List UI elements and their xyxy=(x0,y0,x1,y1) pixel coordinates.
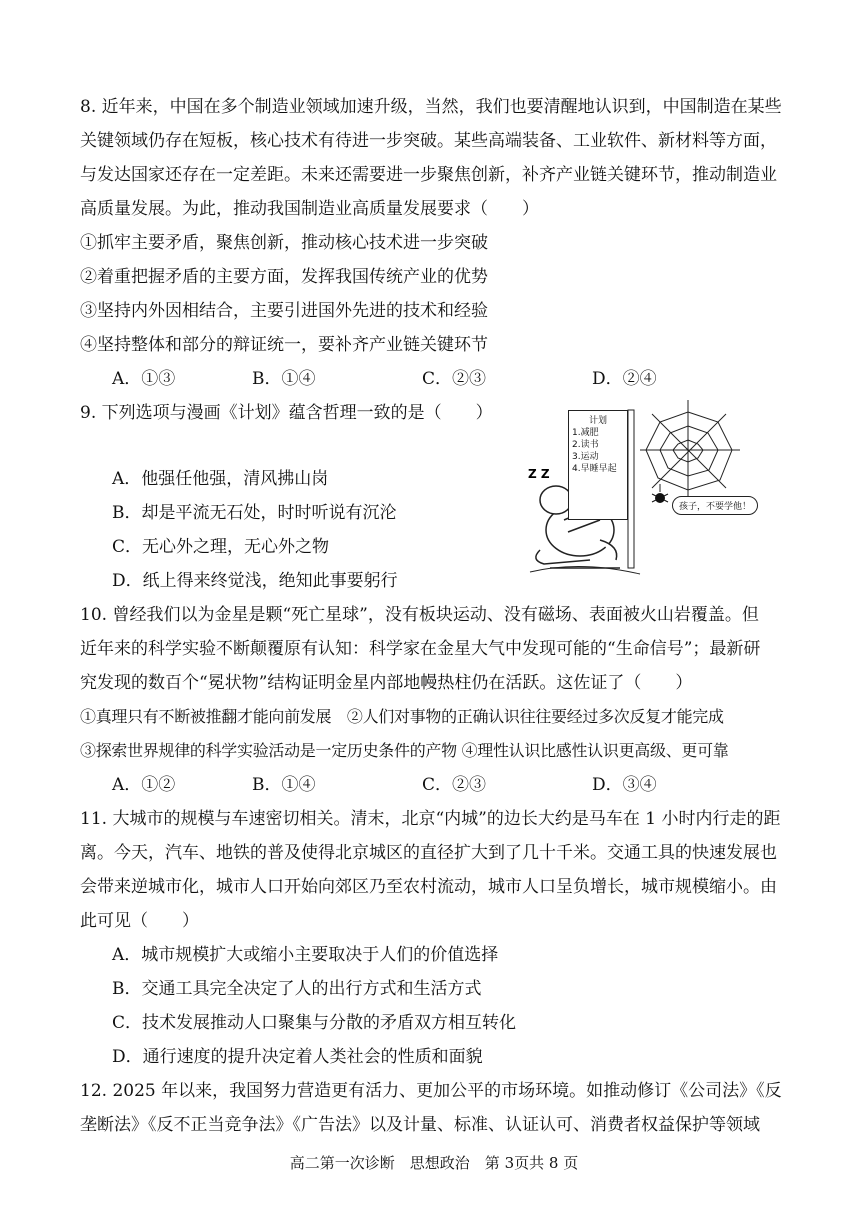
q10-option-d[interactable]: D．③④ xyxy=(592,775,657,795)
q11-stem-line-4: 此可见（ ） xyxy=(80,911,199,931)
spider-icon xyxy=(652,484,668,503)
q10-stem-line-1: 10. 曾经我们以为金星是颗“死亡星球”，没有板块运动、没有磁场、表面被火山岩覆盖。但 xyxy=(80,605,759,625)
page-footer: 高二第一次诊断 思想政治 第 3页共 8 页 xyxy=(289,1154,579,1172)
q11-stem-line-1: 11. 大城市的规模与车速密切相关。清末，北京“内城”的边长大约是马车在 1 小时内行走的距 xyxy=(80,809,781,829)
q10-option-a[interactable]: A．①② xyxy=(112,775,176,795)
q11-option-d[interactable]: D．通行速度的提升决定着人类社会的性质和面貌 xyxy=(112,1047,483,1067)
plan-sign-item: 3.运动 xyxy=(572,452,599,462)
q8-option-d[interactable]: D．②④ xyxy=(592,369,657,389)
q9-option-b[interactable]: B．却是平流无石处，时时听说有沉沦 xyxy=(112,503,397,523)
plan-sign-item: 1.减肥 xyxy=(572,428,599,438)
q8-stem-line-3: 与发达国家还存在一定差距。未来还需要进一步聚焦创新，补齐产业链关键环节，推动制造业 xyxy=(80,165,777,185)
q11-option-a[interactable]: A．城市规模扩大或缩小主要取决于人们的价值选择 xyxy=(112,945,499,965)
q11-stem-line-2: 离。今天，汽车、地铁的普及使得北京城区的直径扩大到了几十千米。交通工具的快速发展也 xyxy=(80,843,777,863)
plan-sign xyxy=(568,410,628,520)
speech-bubble: 孩子，不要学他！ xyxy=(672,496,758,515)
plan-sign-item: 2.读书 xyxy=(572,440,599,450)
q10-stem-line-3: 究发现的数百个“冕状物”结构证明金星内部地幔热柱仍在活跃。这佐证了（ ） xyxy=(80,673,693,693)
q8-stem-line-1: 8. 近年来，中国在多个制造业领域加速升级，当然，我们也要清醒地认识到，中国制造在某些 xyxy=(80,97,782,117)
plan-sign-item: 4.早睡早起 xyxy=(572,464,617,474)
cartoon-drawing xyxy=(520,400,790,578)
plan-cartoon xyxy=(520,400,790,578)
q12-stem-line-1: 12. 2025 年以来，我国努力营造更有活力、更加公平的市场环境。如推动修订《公司法》《反 xyxy=(80,1081,782,1101)
q8-item-2: ②着重把握矛盾的主要方面，发挥我国传统产业的优势 xyxy=(80,267,488,287)
q11-option-b[interactable]: B．交通工具完全决定了人的出行方式和生活方式 xyxy=(112,979,482,999)
q8-option-c[interactable]: C．②③ xyxy=(422,369,487,389)
q10-items-line-2: ③探索世界规律的科学实验活动是一定历史条件的产物 ④理性认识比感性认识更高级、更可靠 xyxy=(80,741,729,760)
q11-stem-line-3: 会带来逆城市化，城市人口开始向郊区乃至农村流动，城市人口呈负增长，城市规模缩小。由 xyxy=(80,877,777,897)
q8-option-a[interactable]: A．①③ xyxy=(112,369,176,389)
sleep-z-icon: Z Z xyxy=(528,467,550,481)
q12-stem-line-2: 垄断法》《反不正当竞争法》《广告法》以及计量、标准、认证认可、消费者权益保护等领域 xyxy=(80,1115,760,1135)
q8-item-4: ④坚持整体和部分的辩证统一，要补齐产业链关键环节 xyxy=(80,335,488,355)
q11-option-c[interactable]: C．技术发展推动人口聚集与分散的矛盾双方相互转化 xyxy=(112,1013,517,1033)
q9-option-c[interactable]: C．无心外之理，无心外之物 xyxy=(112,537,330,557)
sign-pole xyxy=(628,410,634,568)
q9-option-d[interactable]: D．纸上得来终觉浅，绝知此事要躬行 xyxy=(112,571,398,591)
q8-option-b[interactable]: B．①④ xyxy=(252,369,316,389)
plan-sign-title: 计划 xyxy=(588,416,607,426)
q8-item-1: ①抓牢主要矛盾，聚焦创新，推动核心技术进一步突破 xyxy=(80,233,488,253)
q10-option-c[interactable]: C．②③ xyxy=(422,775,487,795)
q9-option-a[interactable]: A．他强任他强，清风拂山岗 xyxy=(112,469,329,489)
spider-web xyxy=(640,400,740,500)
q8-stem-line-4: 高质量发展。为此，推动我国制造业高质量发展要求（ ） xyxy=(80,199,539,219)
q10-stem-line-2: 近年来的科学实验不断颠覆原有认知：科学家在金星大气中发现可能的“生命信号”；最新研 xyxy=(80,639,761,659)
q10-option-b[interactable]: B．①④ xyxy=(252,775,316,795)
q8-item-3: ③坚持内外因相结合，主要引进国外先进的技术和经验 xyxy=(80,301,488,321)
q10-items-line-1: ①真理只有不断被推翻才能向前发展 ②人们对事物的正确认识往往要经过多次反复才能完成 xyxy=(80,707,724,726)
q9-stem: 9. 下列选项与漫画《计划》蕴含哲理一致的是（ ） xyxy=(80,403,493,423)
q8-stem-line-2: 关键领域仍存在短板，核心技术有待进一步突破。某些高端装备、工业软件、新材料等方面， xyxy=(80,131,777,151)
